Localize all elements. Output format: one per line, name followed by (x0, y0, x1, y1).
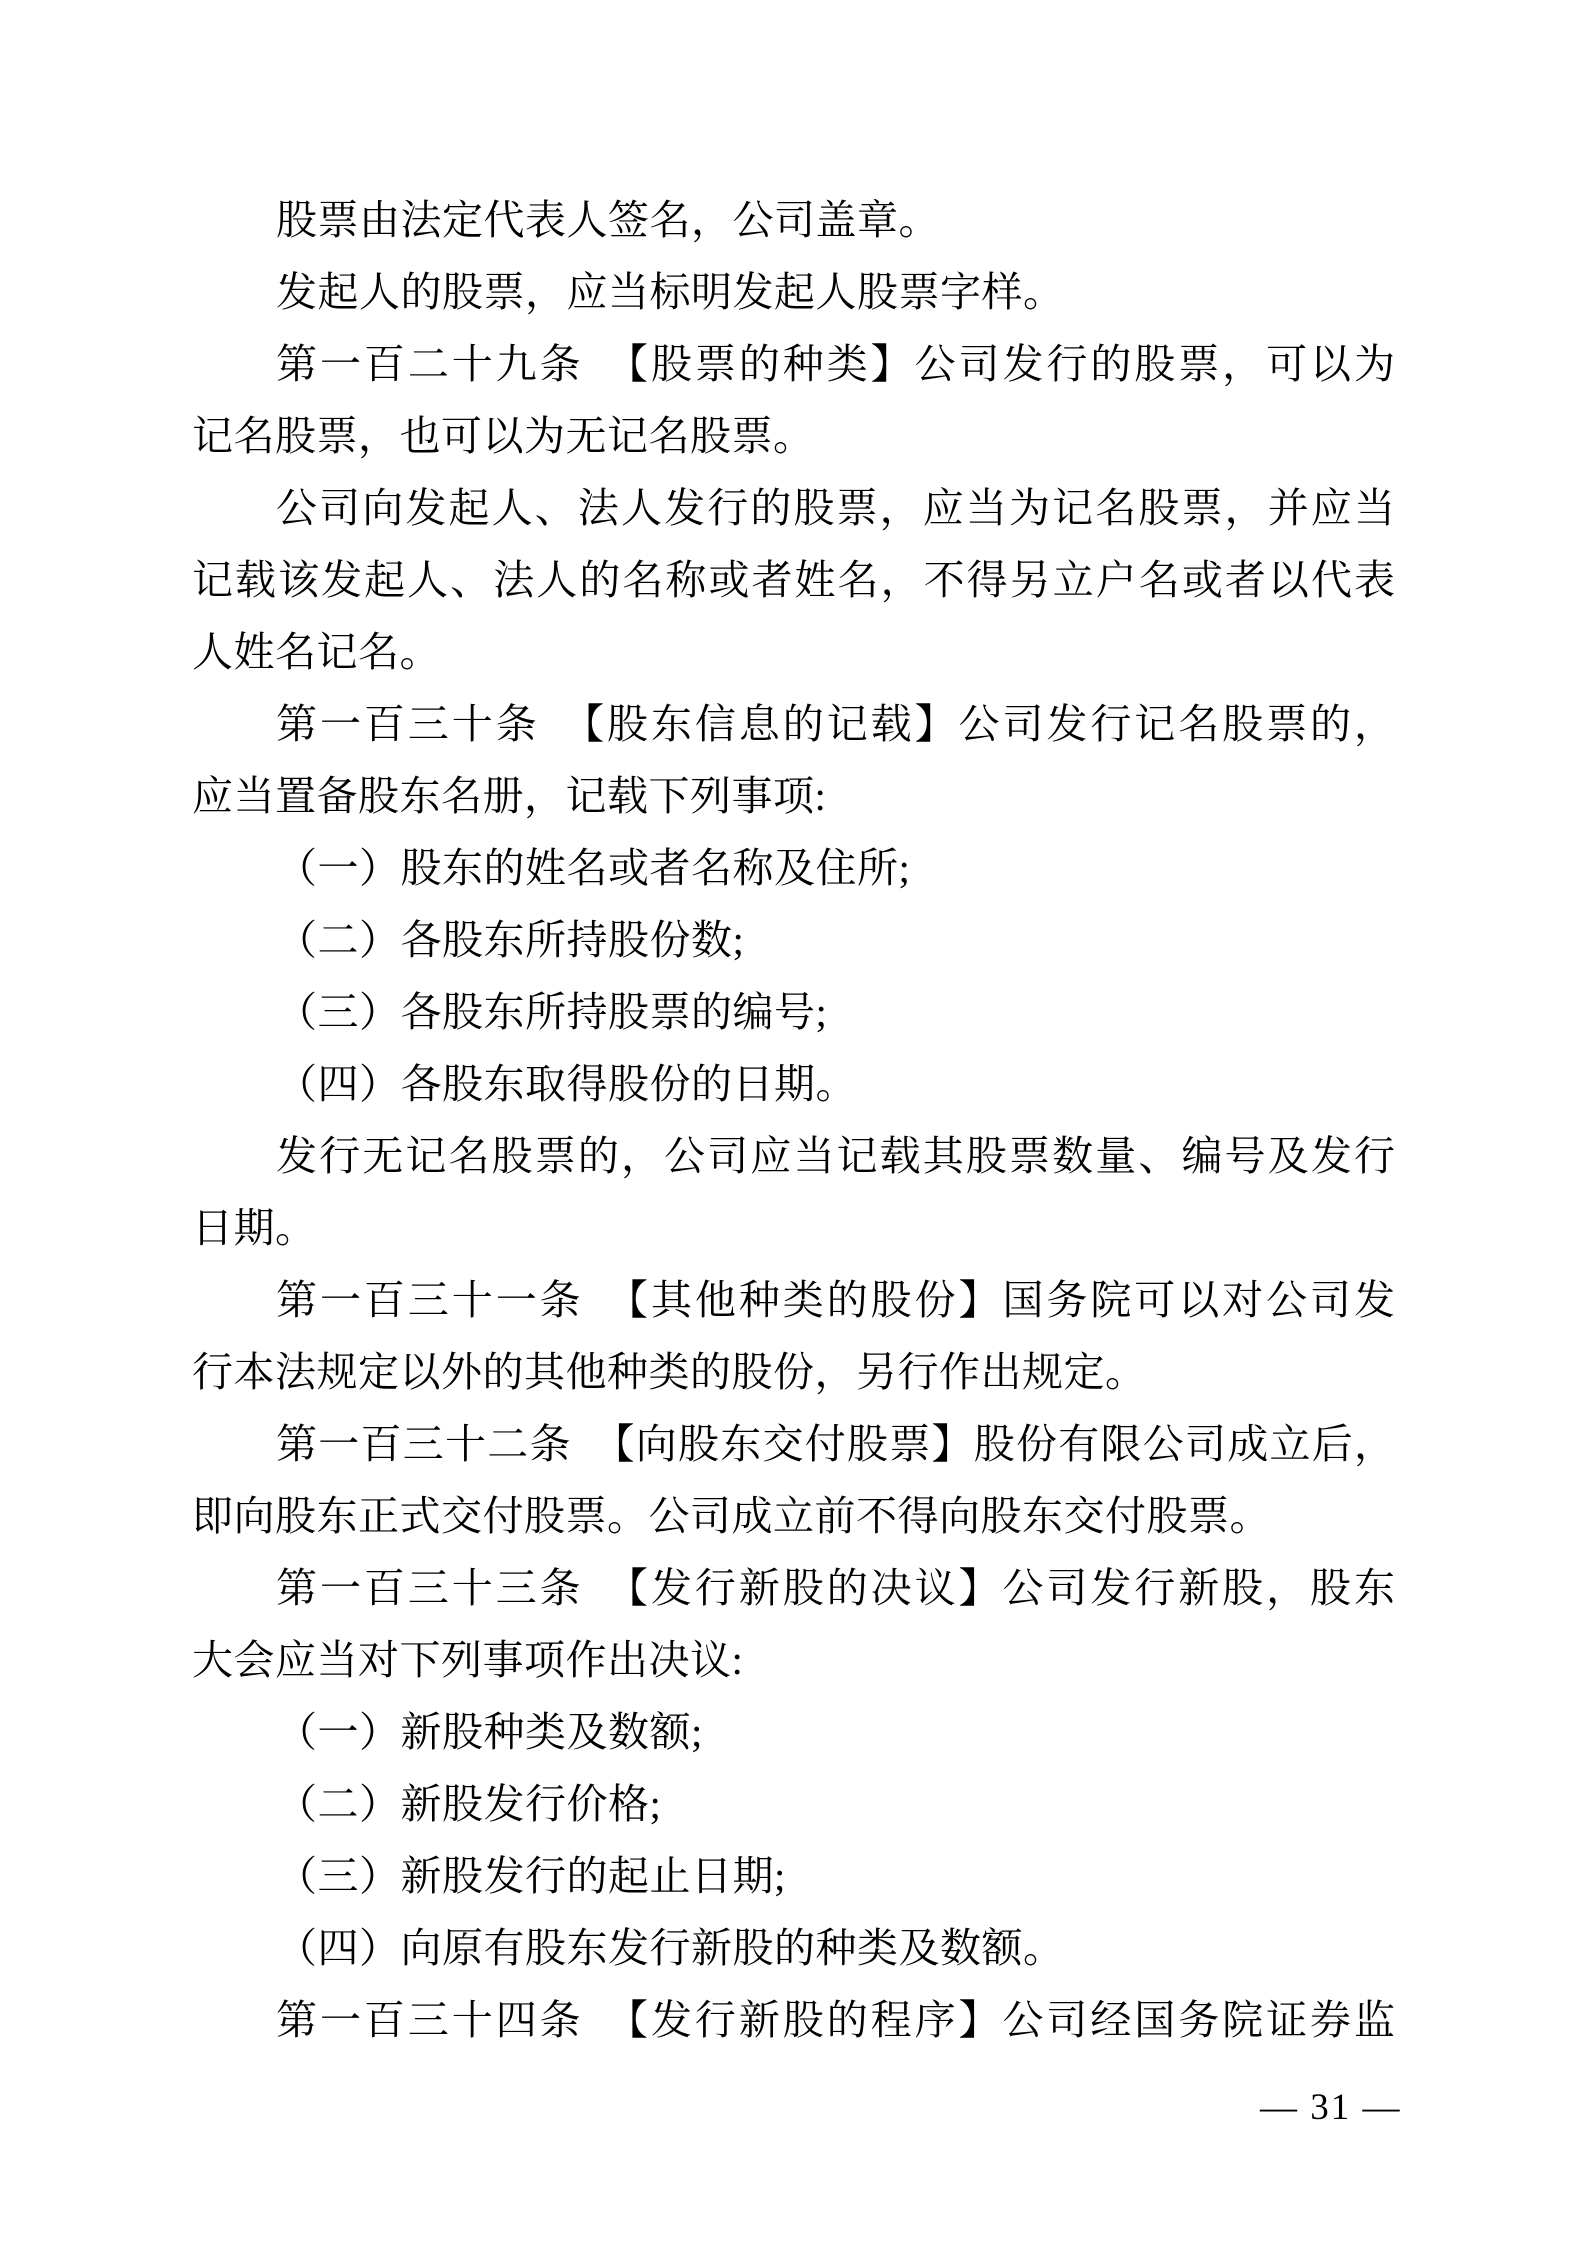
text-line: （一）新股种类及数额; (276, 1709, 703, 1755)
text-line: 股票由法定代表人签名，公司盖章。 (276, 197, 940, 243)
text-line: 第一百三十四条 【发行新股的程序】公司经国务院证券监 (276, 1997, 1395, 2043)
text-line: 即向股东正式交付股票。公司成立前不得向股东交付股票。 (192, 1493, 1271, 1539)
text-line: （三）各股东所持股票的编号; (276, 989, 828, 1035)
text-line: 第一百三十条 【股东信息的记载】公司发行记名股票的， (276, 701, 1395, 747)
text-line: 人姓名记名。 (192, 629, 441, 675)
text-line: （四）各股东取得股份的日期。 (276, 1061, 857, 1107)
text-line: 发行无记名股票的，公司应当记载其股票数量、编号及发行 (276, 1133, 1395, 1179)
text-line: 第一百三十三条 【发行新股的决议】公司发行新股，股东 (276, 1565, 1395, 1611)
text-line: 日期。 (192, 1205, 317, 1251)
text-line: 第一百二十九条 【股票的种类】公司发行的股票，可以为 (276, 341, 1395, 387)
text-line: （三）新股发行的起止日期; (276, 1853, 786, 1899)
text-line: 记载该发起人、法人的名称或者姓名，不得另立户名或者以代表 (192, 557, 1395, 603)
document-body (192, 184, 1395, 2056)
text-line: 第一百三十一条 【其他种类的股份】国务院可以对公司发 (276, 1277, 1395, 1323)
text-line: 行本法规定以外的其他种类的股份，另行作出规定。 (192, 1349, 1147, 1395)
page-number: — 31 — (1260, 2087, 1402, 2128)
text-line: （四）向原有股东发行新股的种类及数额。 (276, 1925, 1065, 1971)
text-line: 记名股票，也可以为无记名股票。 (192, 413, 815, 459)
text-line: 发起人的股票，应当标明发起人股票字样。 (276, 269, 1065, 315)
text-line: 应当置备股东名册，记载下列事项: (192, 773, 827, 819)
text-line: （二）各股东所持股份数; (276, 917, 745, 963)
text-line: 第一百三十二条 【向股东交付股票】股份有限公司成立后， (276, 1421, 1395, 1467)
text-line: （二）新股发行价格; (276, 1781, 662, 1827)
text-line: （一）股东的姓名或者名称及住所; (276, 845, 911, 891)
text-line: 公司向发起人、法人发行的股票，应当为记名股票，并应当 (276, 485, 1395, 531)
text-line: 大会应当对下列事项作出决议: (192, 1637, 744, 1683)
